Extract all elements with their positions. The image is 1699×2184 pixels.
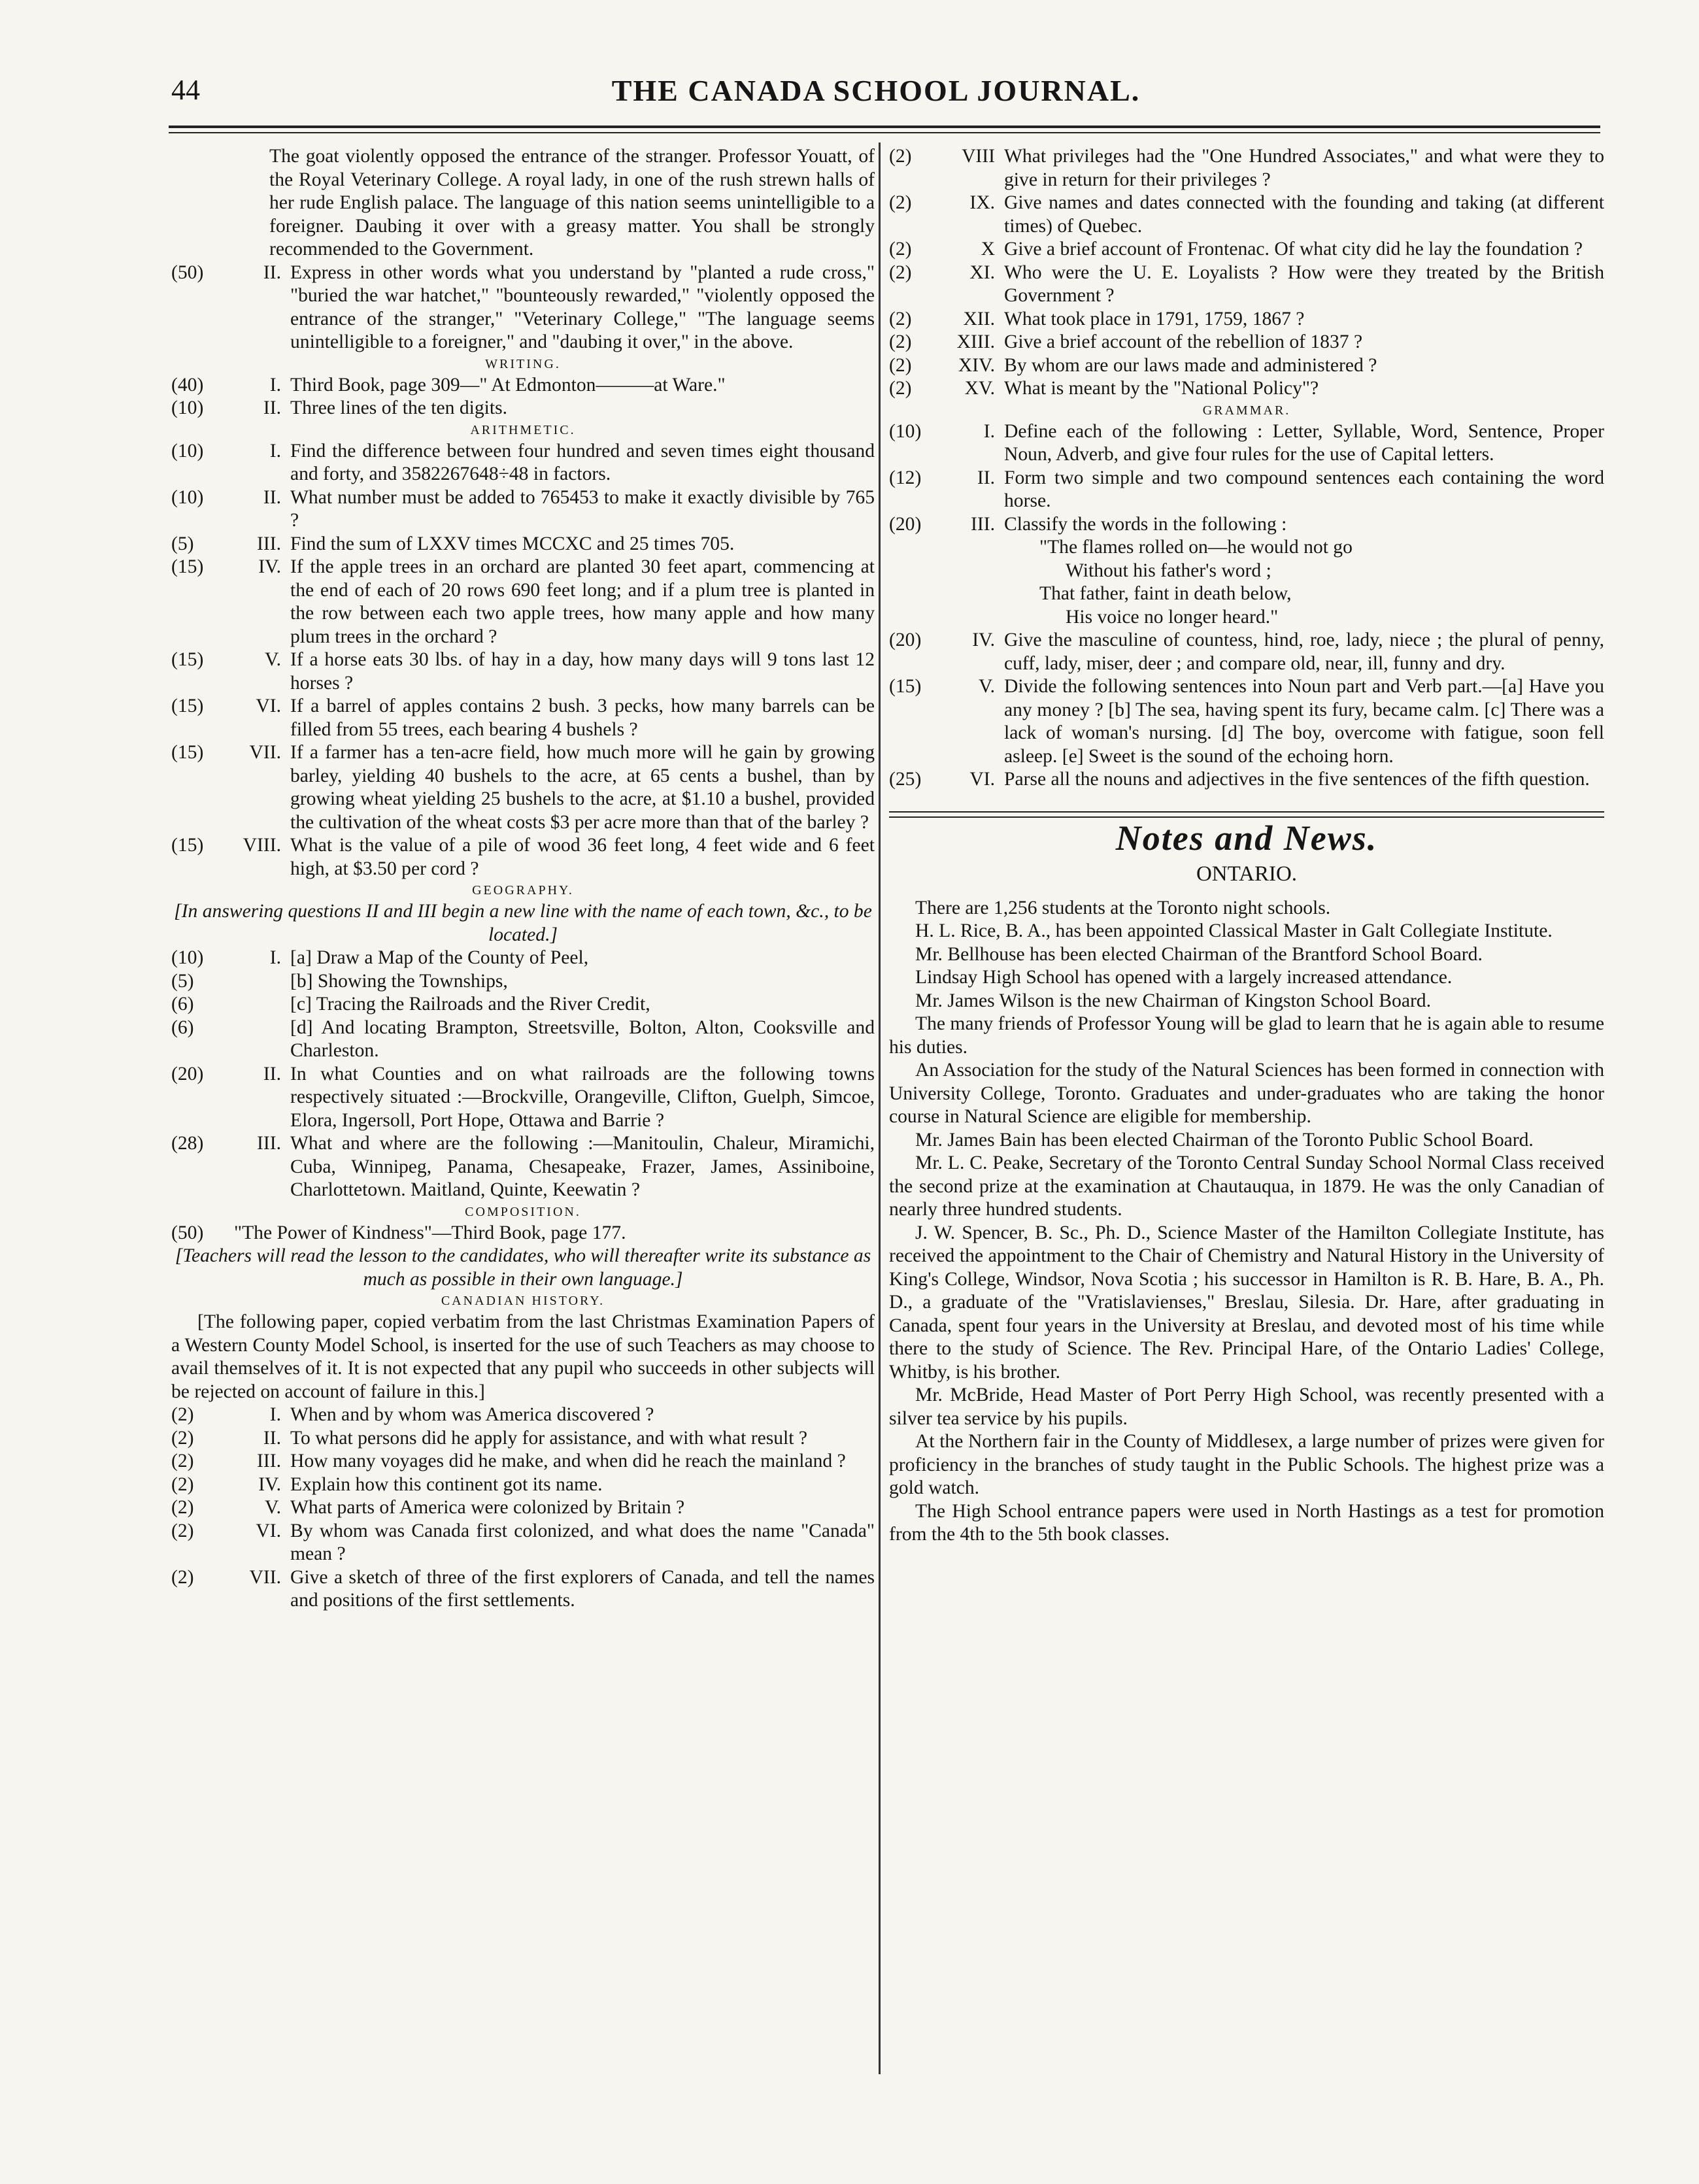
marks: (5) <box>171 970 194 992</box>
question-text: By whom was Canada first colonized, and what does the name "Canada" mean ? <box>290 1520 875 1564</box>
question-row <box>171 947 875 970</box>
question-text: "The Power of Kindness"—Third Book, page 177. <box>234 1222 626 1243</box>
arithmetic-questions <box>171 440 875 881</box>
question-text: To what persons did he apply for assistance, and with what result ? <box>290 1427 808 1449</box>
question-number <box>234 1016 290 1063</box>
question-row <box>171 1403 875 1427</box>
question-text: In what Counties and on what railroads are the following towns respectively situated :—Brockville, Orangeville, Clifton, Guelph, Simcoe, Elora, Ingersoll, Port Hope, Ottawa and Barrie ? <box>290 1063 875 1131</box>
question-text: Give a brief account of Frontenac. Of what city did he lay the foundation ? <box>1004 239 1583 260</box>
grammar-questions <box>889 420 1604 537</box>
question-row <box>171 1566 875 1613</box>
question-text: If the apple trees in an orchard are planted 30 feet apart, commencing at the end of each of 20 rows 690 feet long; and if a plum tree is planted in the row between each two apple trees, how many apple and how many plum trees in the orchard ? <box>290 556 875 647</box>
question-number: III. <box>257 1133 281 1154</box>
header-rule-thin <box>169 132 1600 133</box>
question-number: VIII <box>962 146 995 167</box>
question-text: Explain how this continent got its name. <box>290 1473 603 1495</box>
right-column <box>889 145 1604 1547</box>
marks: (2) <box>889 261 912 283</box>
news-item: There are 1,256 students at the Toronto night schools. <box>915 897 1331 918</box>
question-text: Divide the following sentences into Noun part and Verb part.—[a] Have you any money ? [b] The sea, having spent its fury, became calm. [c] There was a lack of woman's nursing. [d] The boy, overcome with fatigue, soon fell asleep. [e] Sweet is the sound of the echoing horn. <box>1004 676 1604 767</box>
question-text: Find the difference between four hundred and seven times eight thousand and forty, and 3582267648÷48 in factors. <box>290 440 875 484</box>
question-text: Parse all the nouns and adjectives in the five sentences of the fifth question. <box>1004 769 1590 790</box>
marks: (2) <box>889 146 912 167</box>
question-number: IV. <box>258 556 281 577</box>
marks: (6) <box>171 994 194 1015</box>
question-number: II. <box>977 467 995 488</box>
question-text: Classify the words in the following : <box>1004 513 1287 535</box>
question-row <box>171 993 875 1016</box>
section-heading-geography: GEOGRAPHY. <box>472 883 574 898</box>
geography-note: [In answering questions II and III begin a new line with the name of each town, &c., to be located.] <box>174 901 872 945</box>
news-item: An Association for the study of the Natural Sciences has been formed in connection with University College, Toronto. Graduates and under-graduates who are taking the honor course in Natural Science are eligible for membership. <box>889 1060 1604 1127</box>
question-number: XIV. <box>958 354 995 376</box>
question-number: V. <box>265 649 281 670</box>
marks: (2) <box>171 1451 194 1471</box>
question-row <box>171 1016 875 1063</box>
question-text: If a horse eats 30 lbs. of hay in a day, how many days will 9 tons last 12 horses ? <box>290 649 875 694</box>
question-number <box>234 970 290 994</box>
composition-note: [Teachers will read the lesson to the candidates, who will thereafter write its substance as much as possible in their own language.] <box>175 1245 871 1290</box>
question-text: Give a sketch of three of the first explorers of Canada, and tell the names and positions of the first settlements. <box>290 1566 875 1611</box>
question-text: Give a brief account of the rebellion of 1837 ? <box>1004 331 1363 352</box>
question-row <box>171 1063 875 1133</box>
question-number: IV. <box>972 630 995 650</box>
question-row <box>171 486 875 533</box>
question-row <box>171 648 875 695</box>
question-number: VII. <box>249 742 281 763</box>
marks: (6) <box>171 1016 194 1038</box>
page-header <box>157 73 1595 126</box>
question-number: II. <box>263 1063 281 1084</box>
section-heading-arithmetic: ARITHMETIC. <box>470 422 576 437</box>
question-number: VI. <box>256 1520 281 1541</box>
question-text: How many voyages did he make, and when did he reach the mainland ? <box>290 1451 846 1471</box>
section-heading-grammar: GRAMMAR. <box>1202 403 1291 418</box>
marks: (20) <box>171 1063 204 1084</box>
news-item: Mr. McBride, Head Master of Port Perry High School, was recently presented with a silver tea service by his pupils. <box>889 1385 1604 1429</box>
question-text: Give the masculine of countess, hind, roe, lady, niece ; the plural of penny, cuff, lady, miser, deer ; and compare old, near, ill, funny and dry. <box>1004 630 1604 674</box>
question-row <box>171 374 875 397</box>
question-row <box>889 629 1604 675</box>
marks: (10) <box>171 947 204 968</box>
question-number: II. <box>263 261 281 283</box>
news-item: H. L. Rice, B. A., has been appointed Classical Master in Galt Collegiate Institute. <box>915 920 1553 941</box>
question-text: Define each of the following : Letter, Syllable, Word, Sentence, Proper Noun, Adverb, and give four rules for the use of Capital letters. <box>1004 420 1604 465</box>
verse-line: "The flames rolled on—he would not go <box>1039 537 1353 558</box>
marks: (15) <box>171 649 204 670</box>
marks: (5) <box>171 533 194 554</box>
question-row <box>889 308 1604 331</box>
question-row <box>889 675 1604 768</box>
question-row <box>171 695 875 741</box>
question-number: II. <box>263 397 281 418</box>
question-number: I. <box>269 947 281 968</box>
question-number: VI. <box>256 696 281 716</box>
question-row <box>171 440 875 486</box>
news-items <box>889 897 1604 1547</box>
question-number: I. <box>269 374 281 395</box>
question-number: X <box>981 239 995 260</box>
province-heading: ONTARIO. <box>1196 862 1298 886</box>
news-item: J. W. Spencer, B. Sc., Ph. D., Science Master of the Hamilton Collegiate Institute, has received the appointment to the Chair of Chemistry and Natural History in the University of King's College, Windsor, Nova Scotia ; his successor in Hamilton is R. B. Hare, B. A., Ph. D., a graduate of the "Vratislavienses," Breslau, Silesia. Dr. Hare, after graduating in Canada, spent four years in the University at Breslau, and devoted most of his time while there to the study of Science. The Rev. Principal Hare, of the Ontario Ladies' College, Whitby, is his brother. <box>889 1222 1604 1383</box>
news-item: At the Northern fair in the County of Middlesex, a large number of prizes were given for proficiency in the branches of study taught in the Public Schools. The highest prize was a gold watch. <box>889 1431 1604 1498</box>
question-text: [c] Tracing the Railroads and the River Credit, <box>290 994 650 1015</box>
marks: (2) <box>171 1497 194 1518</box>
question-text: [d] And locating Brampton, Streetsville, Bolton, Alton, Cooksville and Charleston. <box>290 1016 875 1061</box>
question-text: If a barrel of apples contains 2 bush. 3 pecks, how many barrels can be filled from 55 trees, each bearing 4 bushels ? <box>290 696 875 740</box>
question-row <box>171 556 875 648</box>
section-heading-writing: WRITING. <box>485 356 561 371</box>
question-row <box>889 377 1604 401</box>
section-divider <box>889 811 1604 818</box>
question-text: [a] Draw a Map of the County of Peel, <box>290 947 589 968</box>
marks: (15) <box>171 835 204 856</box>
question-number: VIII. <box>243 835 281 856</box>
question-number: III. <box>257 1451 281 1471</box>
question-text: Find the sum of LXXV times MCCXC and 25 times 705. <box>290 533 735 554</box>
question-number: I. <box>983 420 995 442</box>
geography-map-question <box>171 947 875 1063</box>
marks: (40) <box>171 374 204 395</box>
geography-questions <box>171 1063 875 1202</box>
marks: (2) <box>889 239 912 260</box>
question-number: VII. <box>249 1566 281 1588</box>
question-text: What took place in 1791, 1759, 1867 ? <box>1004 308 1305 329</box>
question-row <box>171 1222 875 1245</box>
marks: (28) <box>171 1133 204 1154</box>
question-text: When and by whom was America discovered ? <box>290 1404 654 1425</box>
notes-and-news-title: Notes and News. <box>1115 818 1378 858</box>
marks: (2) <box>889 308 912 329</box>
history-intro: [The following paper, copied verbatim from the last Christmas Examination Papers of a Western County Model School, is inserted for the use of such Teachers as may choose to avail themselves of it. It is not expected that any pupil who succeeds in other subjects will be rejected on account of failure in this.] <box>171 1311 875 1402</box>
grammar-questions-continued <box>889 629 1604 792</box>
journal-title: THE CANADA SCHOOL JOURNAL. <box>611 74 1141 107</box>
question-text: Give names and dates connected with the founding and taking (at different times) of Quebec. <box>1004 192 1604 237</box>
marks: (10) <box>889 420 922 442</box>
news-item: Mr. Bellhouse has been elected Chairman of the Brantford School Board. <box>915 943 1483 965</box>
question-row <box>171 397 875 420</box>
marks: (15) <box>889 676 922 697</box>
question-row <box>889 420 1604 467</box>
marks: (2) <box>171 1473 194 1495</box>
question-number: XII. <box>963 308 995 329</box>
question-text: What and where are the following :—Manitoulin, Chaleur, Miramichi, Cuba, Winnipeg, Panama, Chesapeake, Frazer, James, Assiniboine, Charlottetown. Maitland, Quinte, Keewatin ? <box>290 1133 875 1200</box>
question-text: [b] Showing the Townships, <box>290 970 508 992</box>
question-number <box>234 993 290 1016</box>
header-rule <box>169 126 1600 128</box>
history-questions-continued <box>889 145 1604 401</box>
question-row <box>889 467 1604 513</box>
marks: (2) <box>171 1566 194 1588</box>
page-number: 44 <box>171 74 200 106</box>
question-text: Who were the U. E. Loyalists ? How were they treated by the British Government ? <box>1004 261 1604 306</box>
question-text: What parts of America were colonized by Britain ? <box>290 1497 685 1518</box>
question-row <box>889 768 1604 792</box>
question-row <box>171 834 875 881</box>
marks: (2) <box>889 192 912 213</box>
question-row <box>889 513 1604 537</box>
intro-paragraph: The goat violently opposed the entrance of the stranger. Professor Youatt, of the Royal Veterinary College. A royal lady, in one of the rush strewn halls of her rude English palace. The language of this nation seems unintelligible to a foreigner. Daubing it over with a greasy matter. You shall be strongly recommended to the Government. <box>269 146 875 260</box>
question-number: XIII. <box>956 331 995 352</box>
section-heading-composition: COMPOSITION. <box>465 1204 581 1219</box>
question-row <box>171 261 875 354</box>
marks: (15) <box>171 556 204 577</box>
marks: (20) <box>889 630 922 650</box>
verse-line: His voice no longer heard." <box>1066 606 1279 628</box>
question-number: IX. <box>969 192 995 213</box>
writing-questions <box>171 374 875 420</box>
verse-line: That father, faint in death below, <box>1039 583 1292 604</box>
news-item: Lindsay High School has opened with a largely increased attendance. <box>915 967 1453 988</box>
question-text: What number must be added to 765453 to make it exactly divisible by 765 ? <box>290 486 875 531</box>
question-number: V. <box>265 1497 281 1518</box>
question-number: V. <box>979 676 995 697</box>
question-number: IV. <box>258 1473 281 1495</box>
marks: (20) <box>889 513 922 535</box>
marks: (15) <box>171 696 204 716</box>
marks: (2) <box>889 331 912 352</box>
question-text: If a farmer has a ten-acre field, how much more will he gain by growing barley, yielding 40 bushels to the acre, at 65 cents a bushel, than by growing wheat yielding 25 bushels to the acre, at $1.10 a bushel, provided the cultivation of the wheat costs $3 per acre more than that of the barley ? <box>290 742 875 833</box>
question-number: II. <box>263 486 281 508</box>
marks: (2) <box>171 1427 194 1449</box>
question-text: What is the value of a pile of wood 36 feet long, 4 feet wide and 6 feet high, at $3.50 per cord ? <box>290 835 875 879</box>
question-row <box>889 331 1604 354</box>
marks: (50) <box>171 261 204 283</box>
marks: (2) <box>171 1404 194 1425</box>
question-text: What is meant by the "National Policy"? <box>1004 378 1319 399</box>
question-row <box>171 1473 875 1497</box>
news-item: The many friends of Professor Young will be glad to learn that he is again able to resume his duties. <box>889 1013 1604 1058</box>
marks: (2) <box>889 354 912 376</box>
left-column <box>171 145 875 1613</box>
question-row <box>889 238 1604 261</box>
question-number: III. <box>257 533 281 554</box>
question-text: By whom are our laws made and administered ? <box>1004 354 1377 376</box>
marks: (10) <box>171 440 204 462</box>
section-heading-canadian-history: CANADIAN HISTORY. <box>441 1294 605 1308</box>
question-row <box>171 1496 875 1520</box>
history-questions <box>171 1403 875 1613</box>
question-row <box>171 1427 875 1451</box>
column-divider <box>879 143 881 2074</box>
question-row <box>889 354 1604 378</box>
question-row <box>171 970 875 994</box>
marks: (12) <box>889 467 922 488</box>
news-item: Mr. James Wilson is the new Chairman of Kingston School Board. <box>915 990 1432 1011</box>
marks: (2) <box>889 378 912 399</box>
question-text: Third Book, page 309—" At Edmonton———at Ware." <box>290 374 726 395</box>
question-text: Three lines of the ten digits. <box>290 397 508 418</box>
marks: (2) <box>171 1520 194 1541</box>
marks: (10) <box>171 397 204 418</box>
question-row <box>171 741 875 834</box>
question-row <box>171 533 875 556</box>
question-row <box>171 1450 875 1473</box>
question-number: II. <box>263 1427 281 1449</box>
question-row <box>889 261 1604 308</box>
question-text: What privileges had the "One Hundred Associates," and what were they to give in return for their privileges ? <box>1004 146 1604 190</box>
question-row <box>171 1520 875 1566</box>
marks: (25) <box>889 769 922 790</box>
verse-line: Without his father's word ; <box>1066 560 1271 581</box>
news-item: Mr. L. C. Peake, Secretary of the Toronto Central Sunday School Normal Class received the second prize at the examination at Chautauqua, in 1879. He was the only Canadian of nearly three hundred students. <box>889 1152 1604 1220</box>
question-row <box>889 145 1604 192</box>
grammar-verse <box>889 536 1604 629</box>
question-number: XI. <box>969 261 995 283</box>
question-number: III. <box>971 513 995 535</box>
question-number: I. <box>269 1404 281 1425</box>
news-item: Mr. James Bain has been elected Chairman of the Toronto Public School Board. <box>915 1129 1534 1151</box>
marks: (10) <box>171 486 204 508</box>
question-row <box>171 1132 875 1202</box>
marks: (50) <box>171 1222 204 1243</box>
question-row <box>889 192 1604 238</box>
question-number: VI. <box>969 769 995 790</box>
question-text: Express in other words what you understand by "planted a rude cross," "buried the war hatchet," "bounteously rewarded," "violently opposed the entrance of the stranger," "Veterinary College," "The language seems unintelligible to a foreigner," and "daubing it over," in the above. <box>290 261 875 352</box>
question-number: XV. <box>964 378 995 399</box>
question-text: Form two simple and two compound sentences each containing the word horse. <box>1004 467 1604 511</box>
marks: (15) <box>171 742 204 763</box>
question-number: I. <box>269 440 281 462</box>
news-item: The High School entrance papers were used in North Hastings as a test for promotion from the 4th to the 5th book classes. <box>889 1500 1604 1545</box>
